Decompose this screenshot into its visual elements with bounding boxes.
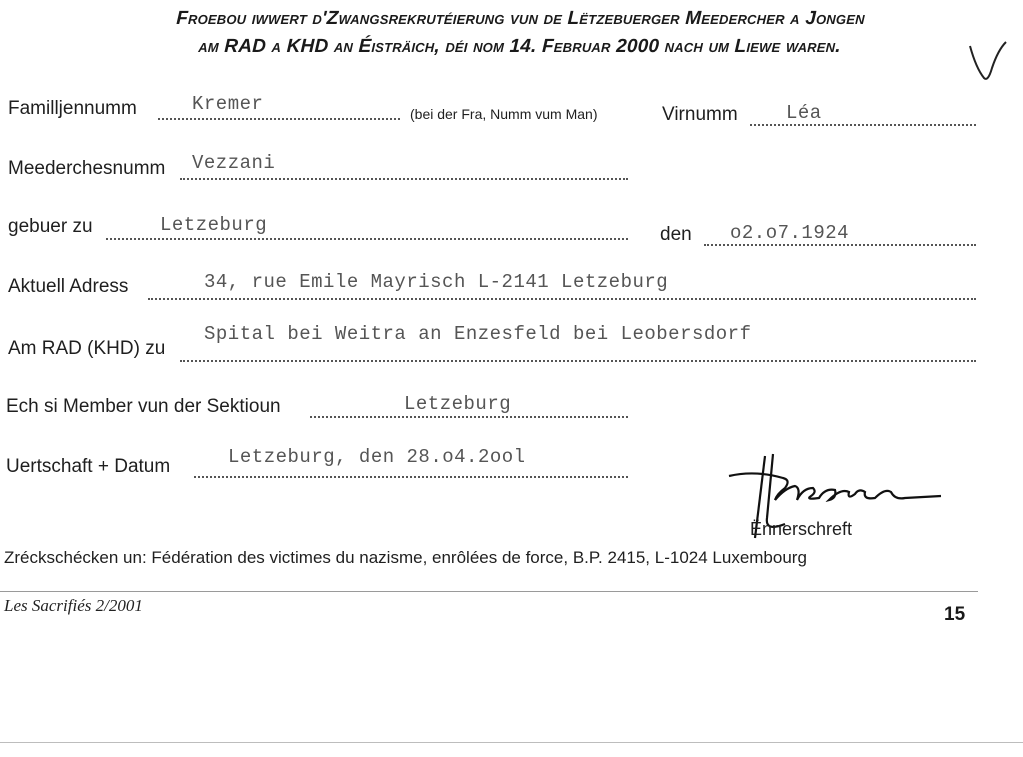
title-line-1: Froebou iwwert d'Zwangsrekrutéierung vun de Lëtzebuerger Meedercher a Jongen [175, 8, 866, 29]
family-name-value[interactable]: Kremer [192, 93, 264, 115]
born-on-line [704, 244, 976, 246]
first-name-value[interactable]: Léa [786, 102, 822, 124]
place-date-label: Uertschaft + Datum [6, 456, 171, 477]
rad-value[interactable]: Spital bei Weitra an Enzesfeld bei Leobersdorf [204, 323, 752, 345]
section-label: Ech si Member vun der Sektioun [6, 396, 281, 417]
maiden-name-label: Meederchesnumm [8, 158, 166, 179]
section-line [310, 416, 628, 418]
place-date-line [194, 476, 628, 478]
section-value[interactable]: Letzeburg [404, 393, 512, 415]
family-name-label: Familljennumm [8, 98, 137, 119]
address-label: Aktuell Adress [8, 276, 129, 297]
first-name-label: Virnumm [662, 104, 738, 125]
bottom-edge-line [0, 742, 1023, 743]
address-value[interactable]: 34, rue Emile Mayrisch L-2141 Letzeburg [204, 271, 669, 293]
maiden-name-line [180, 178, 628, 180]
rad-label: Am RAD (KHD) zu [8, 338, 166, 359]
address-line [148, 298, 976, 300]
born-on-label: den [660, 224, 692, 245]
page-number: 15 [944, 604, 966, 625]
rad-line [180, 360, 976, 362]
born-in-line [106, 238, 628, 240]
journal-title: Les Sacrifiés 2/2001 [4, 596, 143, 615]
family-name-note: (bei der Fra, Numm vum Man) [410, 106, 598, 122]
checkmark-icon [966, 38, 1010, 88]
born-in-value[interactable]: Letzeburg [160, 214, 268, 236]
return-address: Zréckschécken un: Fédération des victimes du nazisme, enrôlées de force, B.P. 2415, L-1024 Luxembourg [4, 548, 807, 567]
title-line-2: am RAD a KHD an Éisträich, déi nom 14. Februar 2000 nach um Liewe waren. [197, 36, 842, 57]
born-on-value[interactable]: o2.o7.1924 [730, 222, 850, 244]
maiden-name-value[interactable]: Vezzani [192, 152, 276, 174]
born-in-label: gebuer zu [8, 216, 93, 237]
signature-label: Ënnerschreft [750, 519, 853, 539]
place-date-value[interactable]: Letzeburg, den 28.o4.2ool [228, 446, 526, 468]
family-name-line [158, 118, 400, 120]
footer-divider [0, 591, 978, 592]
first-name-line [750, 124, 976, 126]
form-title [39, 6, 1001, 60]
